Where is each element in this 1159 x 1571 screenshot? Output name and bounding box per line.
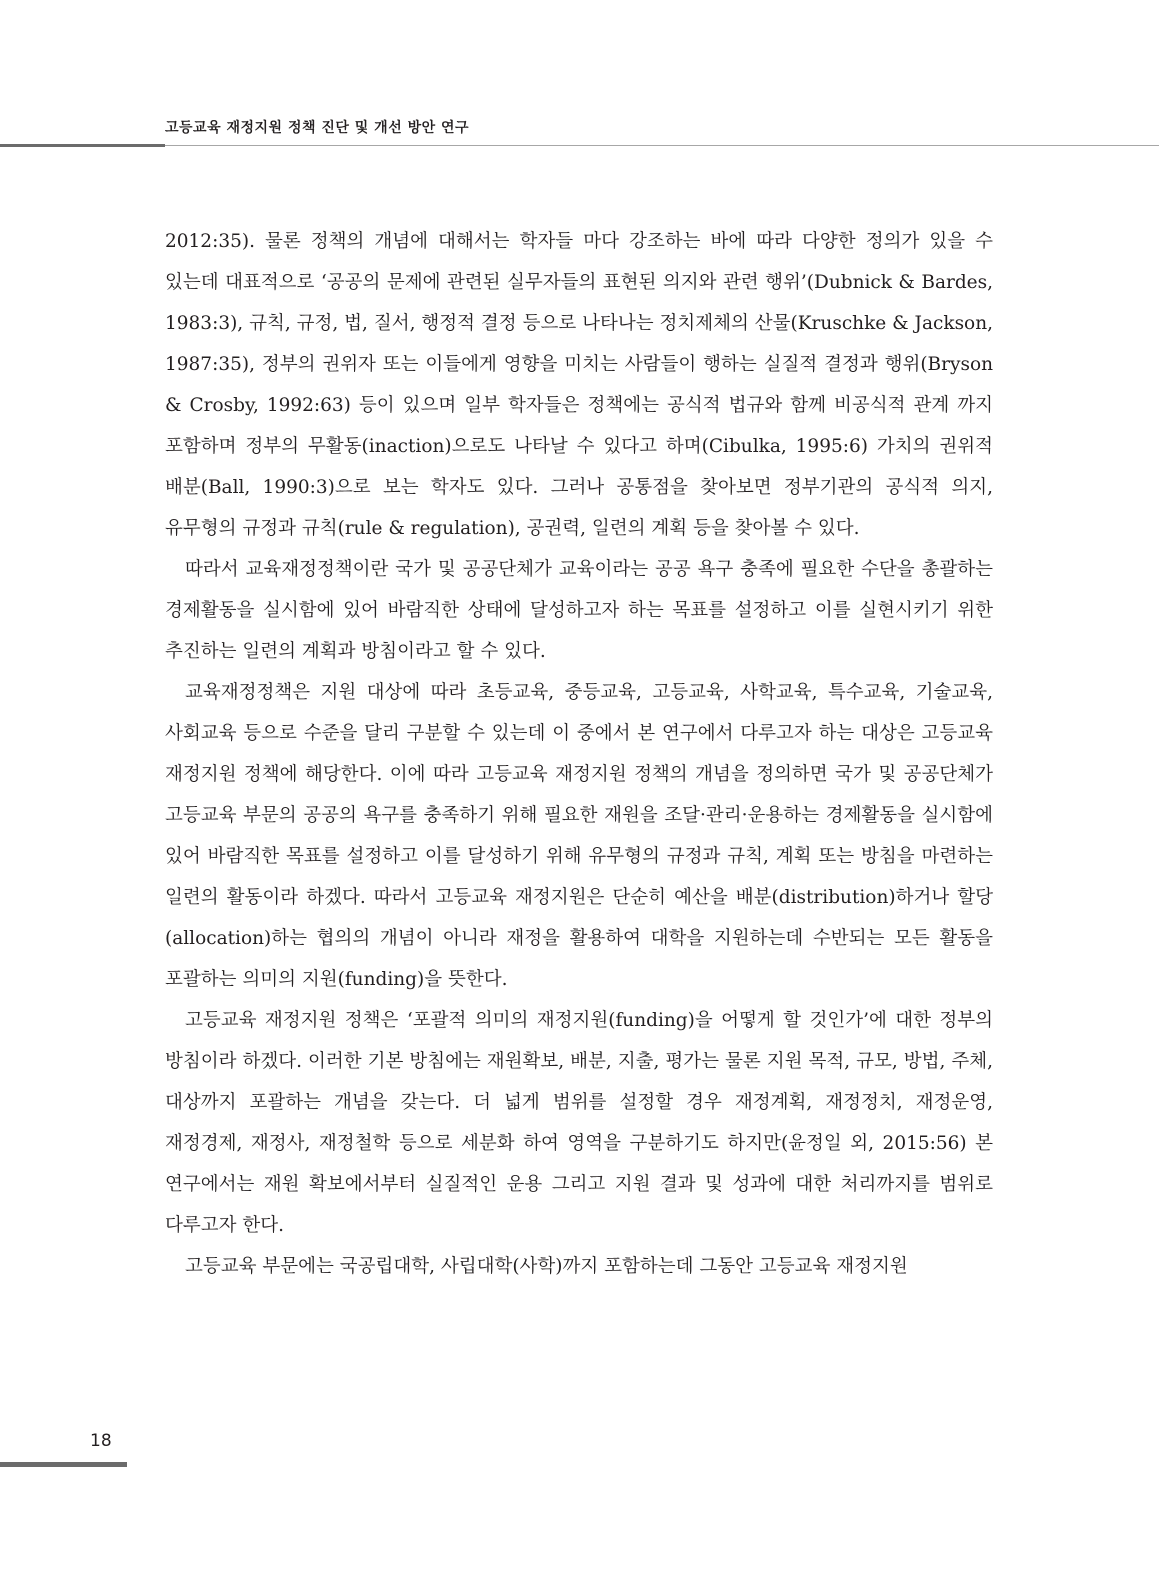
paragraph: 교육재정정책은 지원 대상에 따라 초등교육, 중등교육, 고등교육, 사학교육, 특수교육, 기술교육, 사회교육 등으로 수준을 달리 구분할 수 있는데 이 중에서 본 연구에서 다루고자 하는 대상은 고등교육 재정지원 정책에 해당한다. 이에 따라 고등교육 재정지원 정책의 개념을 정의하면 국가 및 공공단체가 고등교육 부문의 공공의 욕구를 충족하기 위해 필요한 재원을 조달·관리·운용하는 경제활동을 실시함에 있어 바람직한 목표를 설정하고 이를 달성하기 위해 유무형의 규정과 규칙, 계획 또는 방침을 마련하는 일련의 활동이라 하겠다. 따라서 고등교육 재정지원은 단순히 예산을 배분(distribution)하거나 할당(allocation)하는 협의의 개념이 아니라 재정을 활용하여 대학을 지원하는데 수반되는 모든 활동을 포괄하는 의미의 지원(funding)을 뜻한다. [165,682,993,990]
paragraph: 따라서 교육재정정책이란 국가 및 공공단체가 교육이라는 공공 욕구 충족에 필요한 수단을 총괄하는 경제활동을 실시함에 있어 바람직한 상태에 달성하고자 하는 목표를 설정하고 이를 실현시키기 위한 추진하는 일련의 계획과 방침이라고 할 수 있다. [165,559,993,662]
footer-rule [0,1462,127,1467]
body-text [165,221,993,1287]
running-header-title: 고등교육 재정지원 정책 진단 및 개선 방안 연구 [165,120,470,136]
paragraph: 고등교육 재정지원 정책은 ‘포괄적 의미의 재정지원(funding)을 어떻게 할 것인가’에 대한 정부의 방침이라 하겠다. 이러한 기본 방침에는 재원확보, 배분, 지출, 평가는 물론 지원 목적, 규모, 방법, 주체, 대상까지 포괄하는 개념을 갖는다. 더 넓게 범위를 설정할 경우 재정계획, 재정정치, 재정운영, 재정경제, 재정사, 재정철학 등으로 세분화 하여 영역을 구분하기도 하지만(윤정일 외, 2015:56) 본 연구에서는 재원 확보에서부터 실질적인 운용 그리고 지원 결과 및 성과에 대한 처리까지를 범위로 다루고자 한다. [165,1010,993,1236]
paragraph: 2012:35). 물론 정책의 개념에 대해서는 학자들 마다 강조하는 바에 따라 다양한 정의가 있을 수 있는데 대표적으로 ‘공공의 문제에 관련된 실무자들의 표현된 의지와 관련 행위’(Dubnick & Bardes, 1983:3), 규칙, 규정, 법, 질서, 행정적 결정 등으로 나타나는 정치제체의 산물(Kruschke & Jackson, 1987:35), 정부의 권위자 또는 이들에게 영향을 미치는 사람들이 행하는 실질적 결정과 행위(Bryson & Crosby, 1992:63) 등이 있으며 일부 학자들은 정책에는 공식적 법규와 함께 비공식적 관계 까지 포함하며 정부의 무활동(inaction)으로도 나타날 수 있다고 하며(Cibulka, 1995:6) 가치의 권위적 배분(Ball, 1990:3)으로 보는 학자도 있다. 그러나 공통점을 찾아보면 정부기관의 공식적 의지, 유무형의 규정과 규칙(rule & regulation), 공권력, 일련의 계획 등을 찾아볼 수 있다. [165,231,993,539]
header-rule [165,145,1159,146]
page-number: 18 [90,1431,112,1451]
header-rule-accent [0,144,165,147]
paragraph: 고등교육 부문에는 국공립대학, 사립대학(사학)까지 포함하는데 그동안 고등교육 재정지원 [185,1256,908,1277]
